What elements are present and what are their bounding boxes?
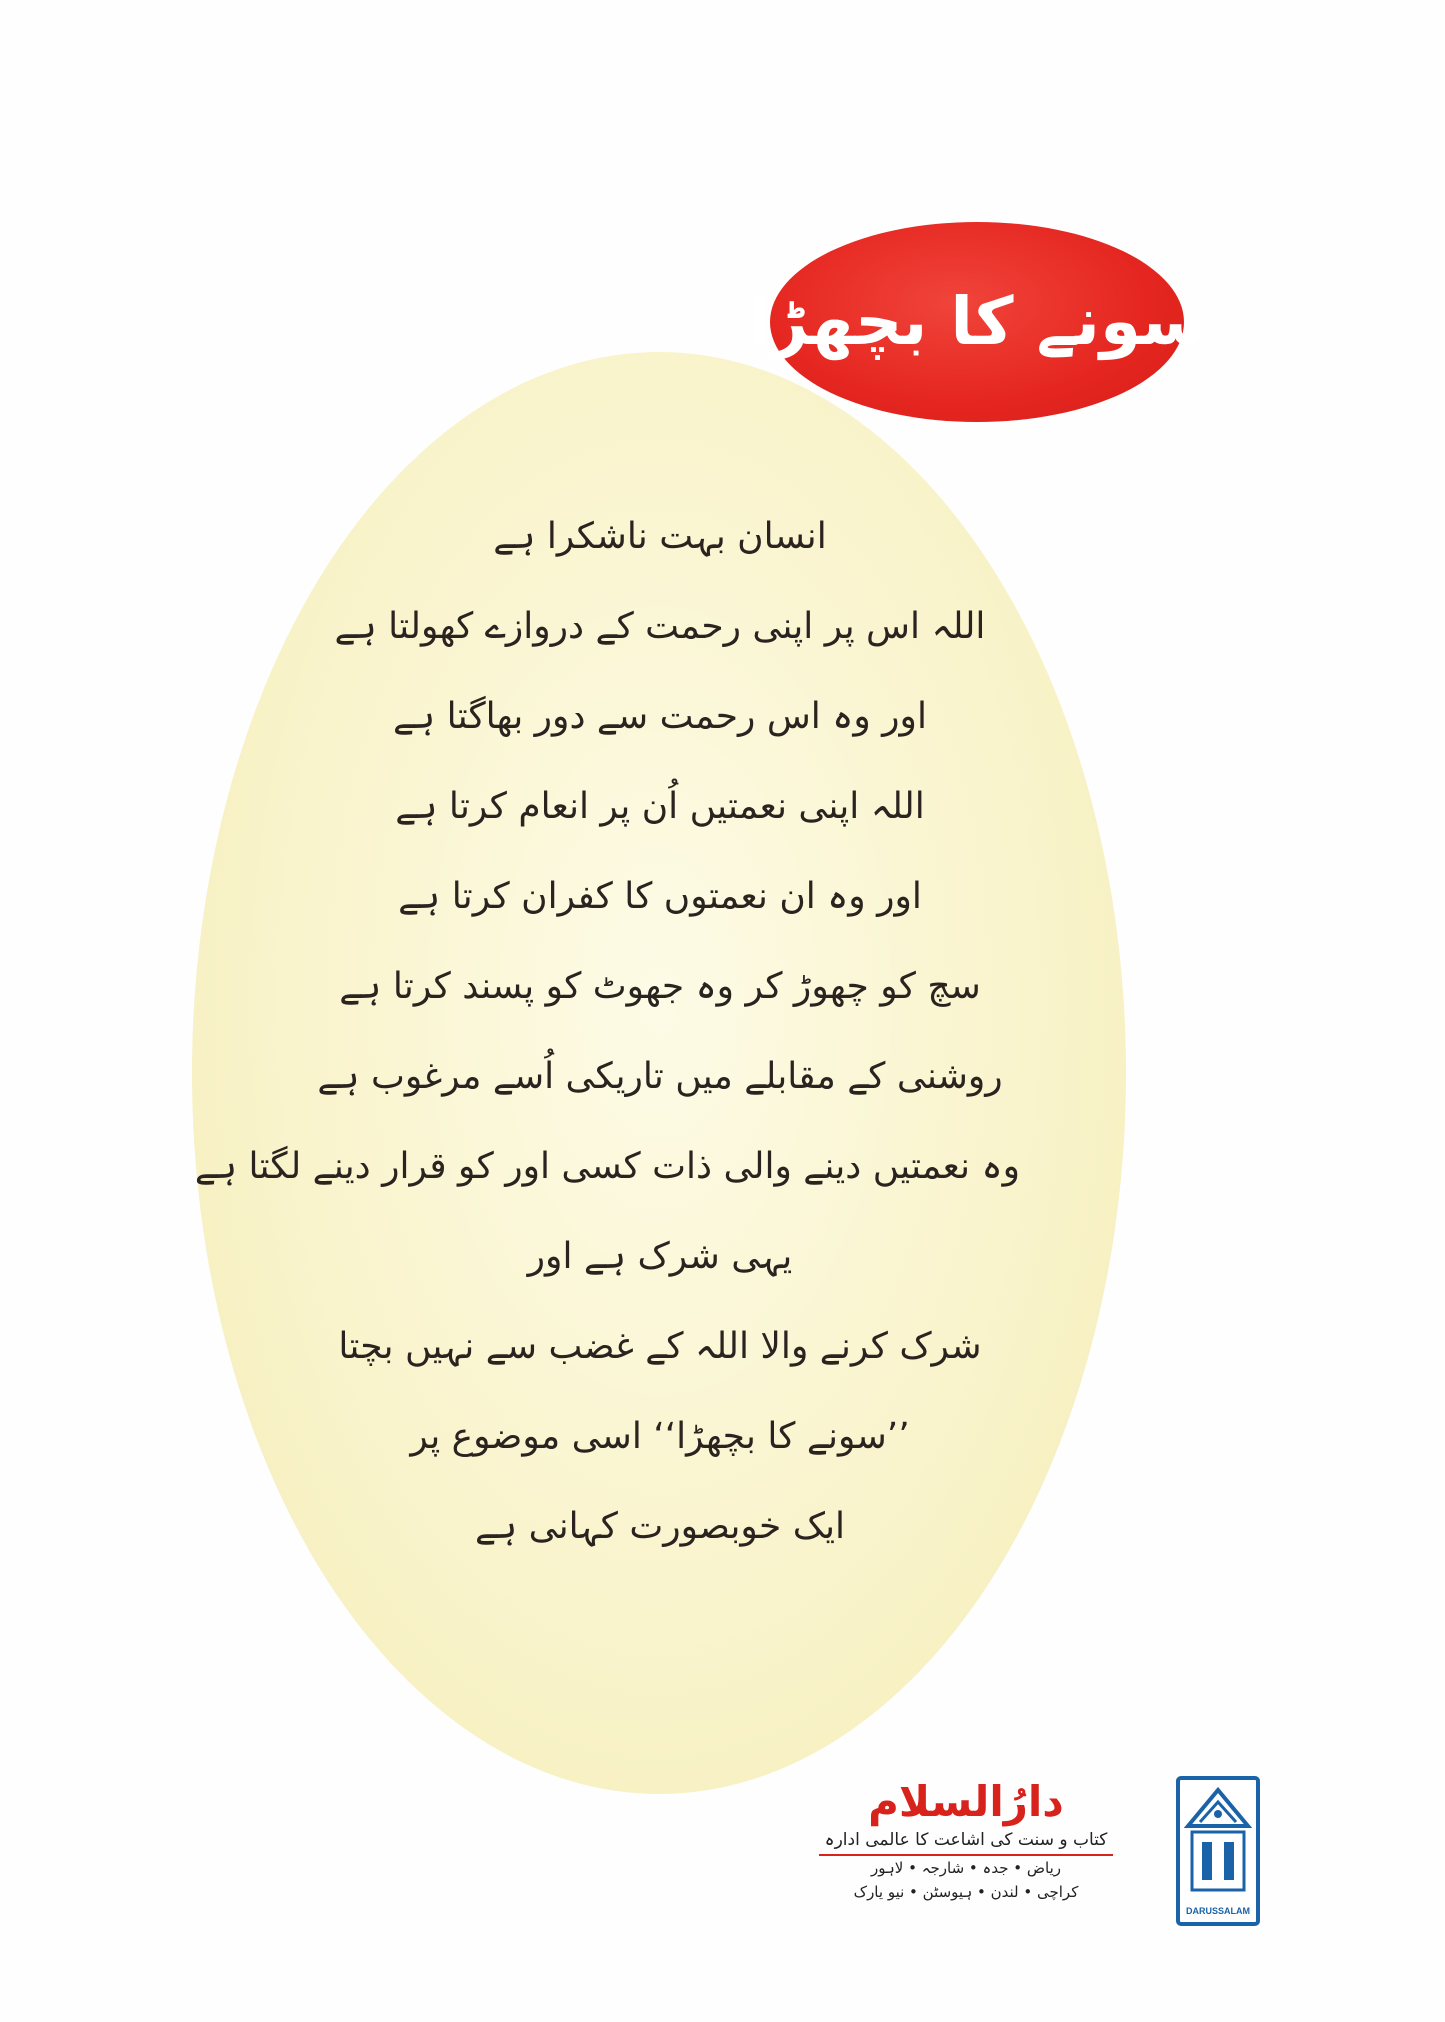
publisher-tagline: کتاب و سنت کی اشاعت کا عالمی ادارہ (819, 1828, 1114, 1856)
poem-line: سچ کو چھوڑ کر وہ جھوٹ کو پسند کرتا ہے (339, 966, 981, 1007)
poem-line: وہ نعمتیں دینے والی ذات کسی اور کو قرار دینے لگتا ہے (194, 1146, 1020, 1187)
poem-line: شرک کرنے والا اللہ کے غضب سے نہیں بچتا (338, 1326, 982, 1367)
publisher-text (776, 1776, 1156, 1904)
poem-text (194, 492, 1020, 1572)
poem-line: انسان بہت ناشکرا ہے (493, 516, 827, 557)
poem-line: روشنی کے مقابلے میں تاریکی اُسے مرغوب ہے (317, 1056, 1003, 1097)
page-title: سونے کا بچھڑا (747, 283, 1207, 360)
poem-line: اللہ اس پر اپنی رحمت کے دروازے کھولتا ہے (334, 606, 986, 647)
poem-line: ایک خوبصورت کہانی ہے (475, 1506, 845, 1547)
poem-line: اور وہ ان نعمتوں کا کفران کرتا ہے (398, 876, 922, 917)
poem-line: اور وہ اس رحمت سے دور بھاگتا ہے (393, 696, 927, 737)
poem-line: اللہ اپنی نعمتیں اُن پر انعام کرتا ہے (395, 786, 925, 827)
darussalam-logo-icon (1176, 1776, 1260, 1926)
publisher-cities-line: کراچی • لندن • ہیوسٹن • نیو یارک (853, 1883, 1079, 1901)
poem-line: ’’سونے کا بچھڑا‘‘ اسی موضوع پر (410, 1416, 910, 1457)
title-badge (747, 222, 1207, 422)
publisher-name: دارُالسلام (868, 1777, 1064, 1826)
publisher-cities-line: ریاض • جدہ • شارجہ • لاہور (871, 1859, 1061, 1877)
publisher-block (790, 1776, 1260, 1926)
logo-label: DARUSSALAM (1186, 1906, 1250, 1916)
poem-line: یہی شرک ہے اور (527, 1236, 793, 1277)
